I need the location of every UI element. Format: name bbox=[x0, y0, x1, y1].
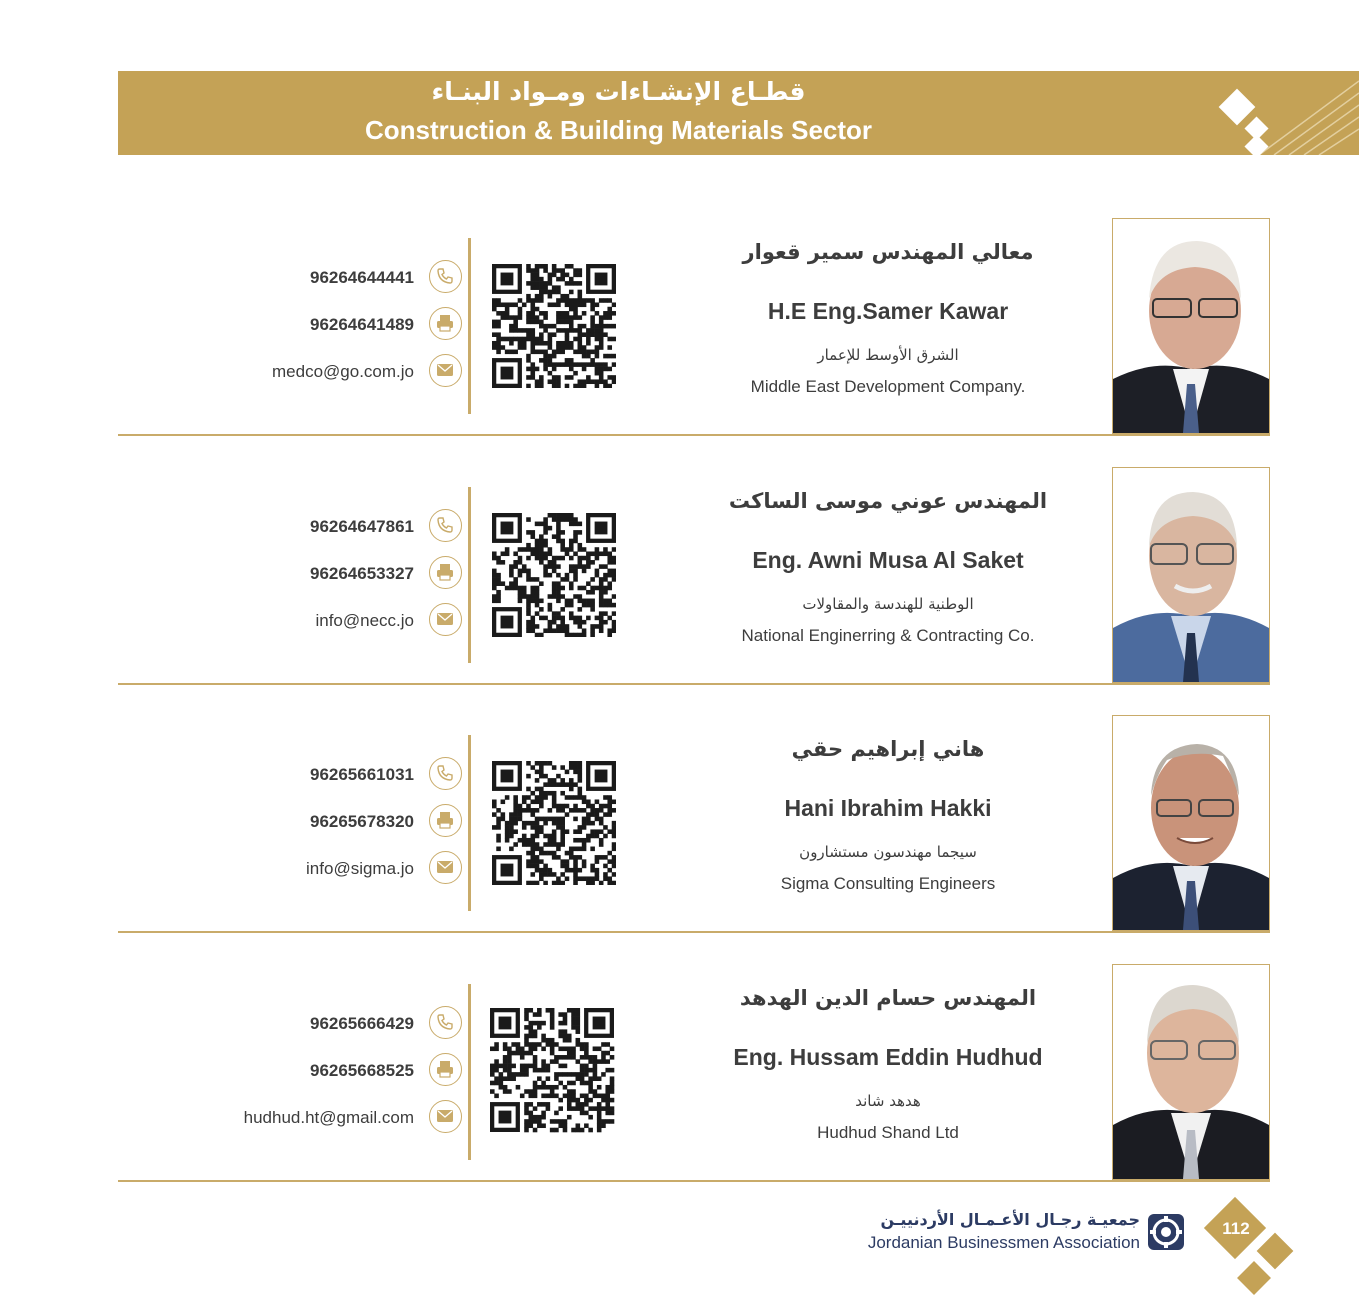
phone-icon bbox=[429, 509, 462, 542]
association-name-en: Jordanian Businessmen Association bbox=[867, 1233, 1140, 1252]
member-name-ar: المهندس عوني موسى الساكت bbox=[728, 489, 1048, 513]
association-name-ar: جمعيـة رجـال الأعـمـال الأردنييـن bbox=[880, 1210, 1140, 1229]
email-row bbox=[118, 851, 462, 887]
company-name-ar: الشرق الأوسط للإعمار bbox=[817, 346, 959, 364]
member-name-en: Eng. Awni Musa Al Saket bbox=[752, 547, 1024, 573]
company-name-ar: سيجما مهندسون مستشارون bbox=[799, 843, 977, 861]
sector-header bbox=[118, 71, 1359, 155]
fax-icon bbox=[429, 804, 462, 837]
fax-icon bbox=[429, 1053, 462, 1086]
divider-line bbox=[468, 487, 471, 663]
member-name-en: Hani Ibrahim Hakki bbox=[784, 795, 992, 821]
member-name-en: Eng. Hussam Eddin Hudhud bbox=[733, 1044, 1043, 1070]
member-entry bbox=[118, 218, 1270, 436]
phone-row bbox=[118, 509, 462, 545]
member-entry bbox=[118, 715, 1270, 933]
fax-number[interactable]: 96265678320 bbox=[309, 812, 414, 831]
divider-line bbox=[468, 238, 471, 414]
entry-separator bbox=[118, 683, 1270, 685]
email-row bbox=[118, 1100, 462, 1136]
phone-number[interactable]: 96265661031 bbox=[309, 765, 414, 784]
entry-separator bbox=[118, 434, 1270, 436]
fax-number[interactable]: 96264653327 bbox=[309, 564, 414, 583]
company-name-en: Middle East Development Company. bbox=[750, 377, 1026, 396]
phone-number[interactable]: 96264647861 bbox=[309, 517, 414, 536]
email-address[interactable]: info@necc.jo bbox=[315, 611, 414, 630]
association-logo-icon bbox=[1146, 1212, 1186, 1252]
fax-number[interactable]: 96265668525 bbox=[309, 1061, 414, 1080]
phone-icon bbox=[429, 260, 462, 293]
phone-icon bbox=[429, 1006, 462, 1039]
company-name-en: National Enginerring & Contracting Co. bbox=[741, 626, 1035, 645]
member-entry bbox=[118, 964, 1270, 1182]
member-photo bbox=[1112, 218, 1270, 434]
qr-code[interactable] bbox=[492, 264, 616, 388]
member-photo bbox=[1112, 715, 1270, 931]
email-row bbox=[118, 603, 462, 639]
envelope-icon bbox=[429, 603, 462, 636]
phone-number[interactable]: 96264644441 bbox=[309, 268, 414, 287]
fax-row bbox=[118, 556, 462, 592]
email-address[interactable]: info@sigma.jo bbox=[306, 859, 414, 878]
email-address[interactable]: hudhud.ht@gmail.com bbox=[243, 1108, 414, 1127]
entry-separator bbox=[118, 1180, 1270, 1182]
email-address[interactable]: medco@go.com.jo bbox=[272, 362, 414, 381]
divider-line bbox=[468, 984, 471, 1160]
qr-code[interactable] bbox=[492, 761, 616, 885]
page-number: 112 bbox=[1222, 1219, 1250, 1238]
page-number-diamond-decoration bbox=[1200, 1196, 1310, 1300]
fax-number[interactable]: 96264641489 bbox=[309, 315, 414, 334]
envelope-icon bbox=[429, 851, 462, 884]
qr-code[interactable] bbox=[490, 1008, 618, 1136]
phone-icon bbox=[429, 757, 462, 790]
fax-row bbox=[118, 307, 462, 343]
envelope-icon bbox=[429, 1100, 462, 1133]
member-entry bbox=[118, 467, 1270, 685]
qr-code[interactable] bbox=[492, 513, 616, 637]
company-name-ar: هدهد شاند bbox=[855, 1092, 921, 1110]
phone-row bbox=[118, 757, 462, 793]
member-name-ar: هاني إبراهيم حقي bbox=[791, 737, 985, 761]
company-name-en: Sigma Consulting Engineers bbox=[780, 874, 996, 893]
phone-row bbox=[118, 260, 462, 296]
divider-line bbox=[468, 735, 471, 911]
member-name-en: H.E Eng.Samer Kawar bbox=[767, 298, 1009, 324]
member-name-ar: معالي المهندس سمير قعوار bbox=[742, 240, 1034, 264]
envelope-icon bbox=[429, 354, 462, 387]
header-diamond-decoration bbox=[1210, 80, 1290, 160]
sector-title-en: Construction & Building Materials Sector bbox=[364, 115, 873, 145]
company-name-ar: الوطنية للهندسة والمقاولات bbox=[802, 595, 974, 613]
fax-row bbox=[118, 1053, 462, 1089]
phone-number[interactable]: 96265666429 bbox=[309, 1014, 414, 1033]
member-name-ar: المهندس حسام الدين الهدهد bbox=[739, 986, 1037, 1010]
fax-icon bbox=[429, 307, 462, 340]
member-photo bbox=[1112, 964, 1270, 1180]
entry-separator bbox=[118, 931, 1270, 933]
sector-title-ar: قطـاع الإنشـاءات ومـواد البنـاء bbox=[431, 77, 806, 106]
email-row bbox=[118, 354, 462, 390]
phone-row bbox=[118, 1006, 462, 1042]
fax-icon bbox=[429, 556, 462, 589]
member-photo bbox=[1112, 467, 1270, 683]
fax-row bbox=[118, 804, 462, 840]
company-name-en: Hudhud Shand Ltd bbox=[817, 1123, 959, 1142]
